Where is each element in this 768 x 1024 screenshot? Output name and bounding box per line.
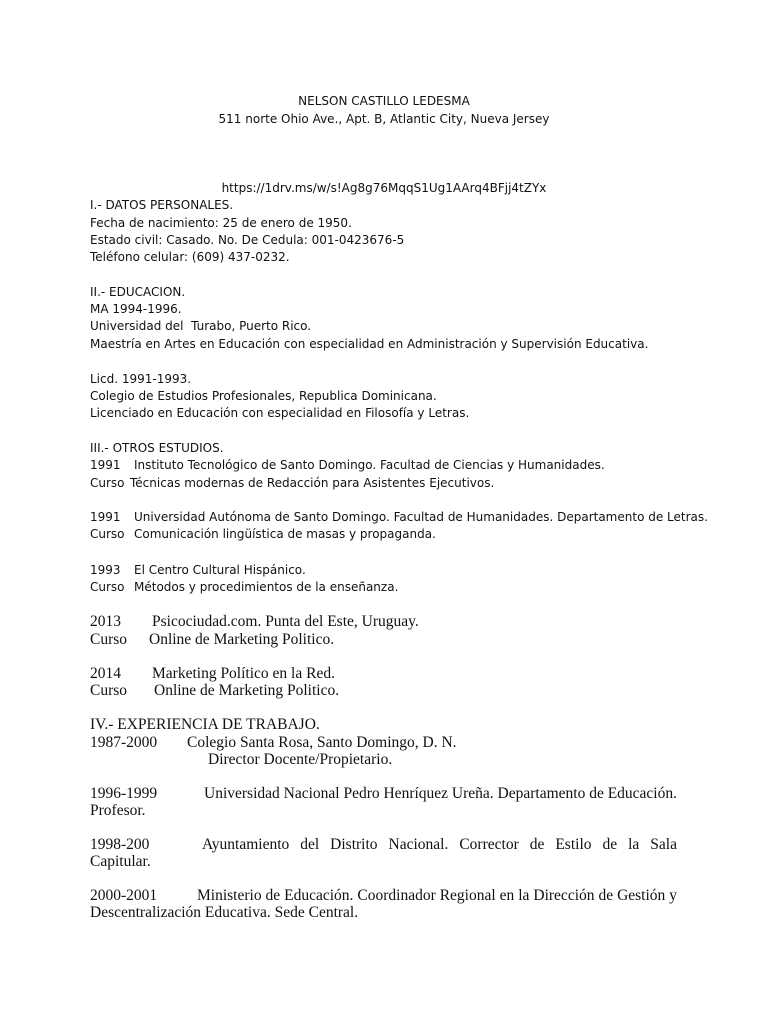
job-description: Universidad Nacional Pedro Henríquez Ureña. Departamento de Educación. Profesor. [90,785,677,819]
study-entry [90,510,708,524]
study-course [90,631,334,649]
birth-date: Fecha de nacimiento: 25 de enero de 1950. [90,216,352,230]
study-entry [90,563,306,577]
job-years: 1987-2000 [90,734,158,751]
study-course-name: Online de Marketing Politico. [154,682,340,699]
section-heading-personal: I.- DATOS PERSONALES. [90,198,234,212]
education-school-ma: Universidad del Turabo, Puerto Rico. [90,319,312,333]
profile-link[interactable]: https://1drv.ms/w/s!Ag8g76MqqS1Ug1AArq4BFjj4tZYx [221,181,547,195]
study-title: El Centro Cultural Hispánico. [134,563,306,577]
study-course [90,580,398,594]
study-year: 2013 [90,613,121,630]
study-kind: Curso [90,476,125,490]
job-years: 1996-1999 [90,785,158,802]
job-years: 2000-2001 [90,887,158,904]
civil-status: Estado civil: Casado. No. De Cedula: 001-0423676-5 [90,233,405,247]
study-year: 1991 [90,458,121,472]
study-title: Instituto Tecnológico de Santo Domingo. Facultad de Ciencias y Humanidades. [134,458,605,472]
study-course-name: Métodos y procedimientos de la enseñanza. [134,580,399,594]
section-heading-experience: IV.- EXPERIENCIA DE TRABAJO. [90,716,320,733]
job-entry [90,785,677,819]
section-heading-other-studies: III.- OTROS ESTUDIOS. [90,441,224,455]
study-entry [90,665,335,683]
phone-number: Teléfono celular: (609) 437-0232. [90,250,290,264]
study-course-name: Comunicación lingüística de masas y propaganda. [134,527,436,541]
study-course [90,476,494,490]
study-year: 2014 [90,665,121,682]
study-course [90,682,339,700]
study-title: Psicociudad.com. Punta del Este, Uruguay. [152,613,419,630]
resume-name: NELSON CASTILLO LEDESMA [298,94,470,108]
education-degree-ma: MA 1994-1996. [90,302,182,316]
study-course [90,527,436,541]
education-degree-licd: Licd. 1991-1993. [90,372,192,386]
study-kind: Curso [90,580,125,594]
education-field-ma: Maestría en Artes en Educación con especialidad en Administración y Supervisión Educativa. [90,337,649,351]
job-entry [90,836,677,870]
study-kind: Curso [90,682,128,699]
study-course-name: Técnicas modernas de Redacción para Asistentes Ejecutivos. [130,476,495,490]
study-entry [90,613,419,631]
job-entry [90,887,677,921]
section-heading-education: II.- EDUCACION. [90,285,186,299]
education-school-licd: Colegio de Estudios Profesionales, Republica Dominicana. [90,389,437,403]
job-place: Colegio Santa Rosa, Santo Domingo, D. N. [187,734,457,751]
study-title: Marketing Político en la Red. [152,665,335,682]
job-description: Ministerio de Educación. Coordinador Regional en la Dirección de Gestión y Descentralización Educativa. Sede Central. [90,887,677,921]
study-kind: Curso [90,527,125,541]
study-title: Universidad Autónoma de Santo Domingo. Facultad de Humanidades. Departamento de Letras. [134,510,708,524]
study-year: 1991 [90,510,121,524]
study-course-name: Online de Marketing Politico. [149,631,335,648]
job-years: 1998-200 [90,836,150,853]
job-role: Director Docente/Propietario. [208,751,393,768]
education-field-licd: Licenciado en Educación con especialidad en Filosofía y Letras. [90,406,470,420]
study-year: 1993 [90,563,121,577]
job-entry [90,734,457,752]
study-entry [90,458,605,472]
resume-address: 511 norte Ohio Ave., Apt. B, Atlantic City, Nueva Jersey [218,112,550,126]
study-kind: Curso [90,631,128,648]
job-description: Ayuntamiento del Distrito Nacional. Corrector de Estilo de la Sala Capitular. [90,836,677,870]
